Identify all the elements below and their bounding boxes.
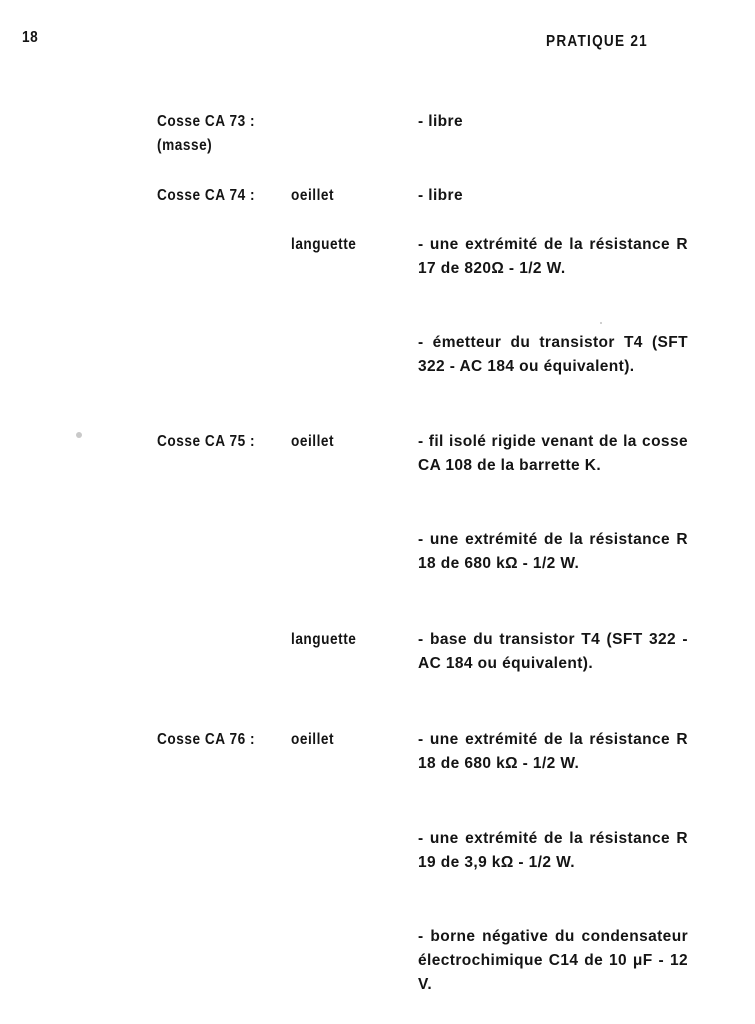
connection-text: - une extrémité de la résistance R 18 de 680 kΩ - 1/2 W. (418, 531, 688, 572)
connection-text: - une extrémité de la résistance R 18 de 680 kΩ - 1/2 W. (418, 731, 688, 772)
terminal-part: oeillet (291, 433, 335, 450)
scan-speck (76, 432, 82, 438)
connection-text: - borne négative du condensateur électrochimique C14 de 10 μF - 12 V. (418, 928, 688, 993)
connection-text: - libre (418, 187, 464, 204)
terminal-part: oeillet (291, 187, 335, 204)
terminal-part: languette (291, 236, 357, 253)
connection-text: - libre (418, 113, 464, 130)
page-number: 18 (22, 29, 39, 46)
connection-text: - base du transistor T4 (SFT 322 - AC 184 ou équivalent). (418, 631, 688, 672)
entry-label: Cosse CA 73 : (157, 113, 256, 130)
terminal-part: languette (291, 631, 357, 648)
connection-text: - fil isolé rigide venant de la cosse CA 108 de la barrette K. (418, 433, 688, 474)
entry-label-note: (masse) (157, 137, 213, 154)
page-header: PRATIQUE 21 (546, 33, 648, 50)
entry-label: Cosse CA 75 : (157, 433, 256, 450)
entry-label: Cosse CA 76 : (157, 731, 256, 748)
scan-dot (600, 322, 602, 324)
terminal-part: oeillet (291, 731, 335, 748)
entry-label: Cosse CA 74 : (157, 187, 256, 204)
connection-text: - émetteur du transistor T4 (SFT 322 - AC 184 ou équivalent). (418, 334, 688, 375)
connection-text: - une extrémité de la résistance R 17 de 820Ω - 1/2 W. (418, 236, 688, 277)
connection-text: - une extrémité de la résistance R 19 de 3,9 kΩ - 1/2 W. (418, 830, 688, 871)
